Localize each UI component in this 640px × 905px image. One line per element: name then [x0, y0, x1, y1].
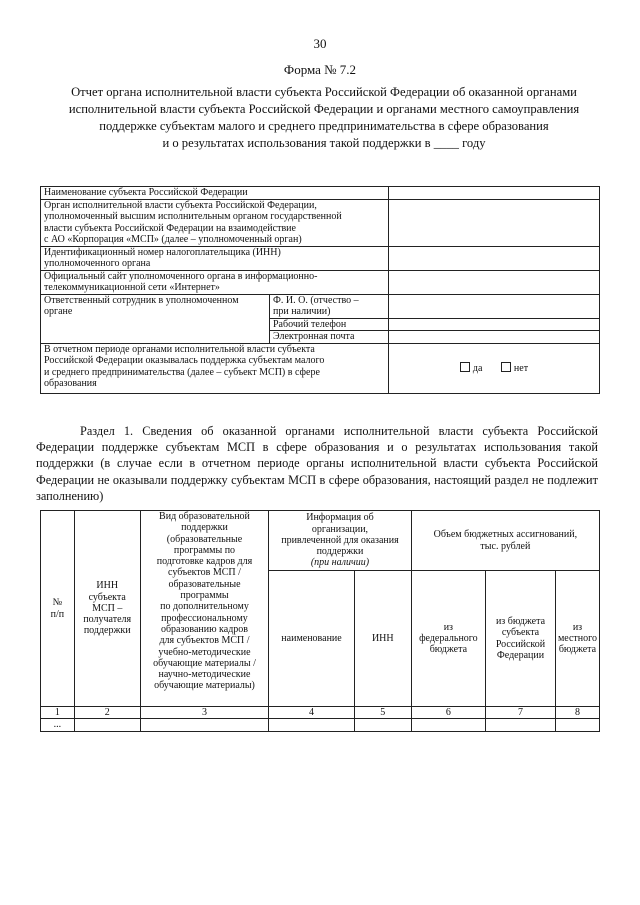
title-line: поддержке субъектам малого и среднего предпринимательства в сфере образования — [99, 119, 549, 133]
section-1-text: Раздел 1. Сведения об оказанной органами исполнительной власти субъекта Российской Федерации поддержке субъектам МСП в сфере образования и о результатах использования такой поддержки (в случае если в отчетном периоде органы исполнительной власти субъекта Российской Федерации не оказывали поддержку субъектам МСП в сфере образования, настоящий раздел не подлежит заполнению) — [36, 424, 598, 503]
fio-value[interactable] — [389, 294, 600, 318]
inn-value[interactable] — [389, 246, 600, 270]
cell[interactable] — [486, 719, 556, 732]
support-table — [40, 510, 600, 732]
responsible-employee-label: Ответственный сотрудник в уполномоченном органе — [41, 294, 270, 343]
cell[interactable] — [269, 719, 355, 732]
authorized-body-value[interactable] — [389, 199, 600, 246]
column-number: 6 — [411, 707, 485, 719]
title-line: исполнительной власти субъекта Российской Федерации и органами местного самоуправления — [68, 102, 580, 116]
inn-label: Идентификационный номер налогоплательщика (ИНН) уполномоченного органа — [41, 246, 389, 270]
column-number: 2 — [74, 707, 140, 719]
column-number: 1 — [41, 707, 75, 719]
checkbox-icon[interactable] — [501, 362, 511, 372]
info-table — [40, 186, 600, 394]
phone-label: Рабочий телефон — [270, 318, 389, 331]
option-no[interactable]: нет — [501, 362, 528, 375]
budget-header: Объем бюджетных ассигнований, тыс. рублей — [411, 511, 599, 571]
cell[interactable] — [555, 719, 599, 732]
table-row — [41, 719, 600, 732]
website-value[interactable] — [389, 270, 600, 294]
col-support-type-header: Вид образовательной поддержки (образовательные программы по подготовке кадров для субъектов МСП / образовательные программы по дополнительному профессиональному образованию кадров для субъектов МСП / учебно-методические обучающие материалы / научно-методические обучающие материалы) — [140, 511, 268, 707]
column-numbers-row — [41, 707, 600, 719]
support-provided-label: В отчетном периоде органами исполнительной власти субъекта Российской Федерации оказывалась поддержка субъектам малого и среднего предпринимательства (далее – субъект МСП) в сфере образования — [41, 343, 389, 393]
phone-value[interactable] — [389, 318, 600, 331]
report-title — [48, 84, 600, 152]
col-number-header: № п/п — [41, 511, 75, 707]
page-number: 30 — [313, 36, 327, 51]
column-number: 8 — [555, 707, 599, 719]
email-label: Электронная почта — [270, 331, 389, 344]
cell[interactable] — [411, 719, 485, 732]
org-info-header: Информация об организации, привлеченной для оказания поддержки (при наличии) — [269, 511, 412, 571]
subject-name-value[interactable] — [389, 187, 600, 200]
fio-label: Ф. И. О. (отчество – при наличии) — [270, 294, 389, 318]
col-local-budget-header: из местного бюджета — [555, 571, 599, 707]
column-number: 5 — [354, 707, 411, 719]
col-inn-header: ИНН субъекта МСП – получателя поддержки — [74, 511, 140, 707]
column-number: 3 — [140, 707, 268, 719]
col-org-inn-header: ИНН — [354, 571, 411, 707]
subject-name-label: Наименование субъекта Российской Федерации — [41, 187, 389, 200]
title-line: Отчет органа исполнительной власти субъекта Российской Федерации об оказанной органами — [71, 85, 577, 99]
col-regional-budget-header: из бюджета субъекта Российской Федерации — [486, 571, 556, 707]
email-value[interactable] — [389, 331, 600, 344]
option-yes[interactable]: да — [460, 362, 483, 375]
column-number: 4 — [269, 707, 355, 719]
form-number: Форма № 7.2 — [283, 62, 357, 77]
cell[interactable] — [140, 719, 268, 732]
col-org-name-header: наименование — [269, 571, 355, 707]
column-number: 7 — [486, 707, 556, 719]
cell[interactable] — [354, 719, 411, 732]
title-line: и о результатах использования такой поддержки в ____ году — [162, 136, 486, 150]
col-federal-budget-header: из федерального бюджета — [411, 571, 485, 707]
website-label: Официальный сайт уполномоченного органа в информационно- телекоммуникационной сети «Интернет» — [41, 270, 389, 294]
support-provided-options — [389, 343, 600, 393]
authorized-body-label: Орган исполнительной власти субъекта Российской Федерации, уполномоченный высшим исполнительным органом государственной власти субъекта Российской Федерации на взаимодействие с АО «Корпорация «МСП» (далее – уполномоченный орган) — [41, 199, 389, 246]
row-ellipsis: ... — [41, 719, 75, 732]
checkbox-icon[interactable] — [460, 362, 470, 372]
cell[interactable] — [74, 719, 140, 732]
